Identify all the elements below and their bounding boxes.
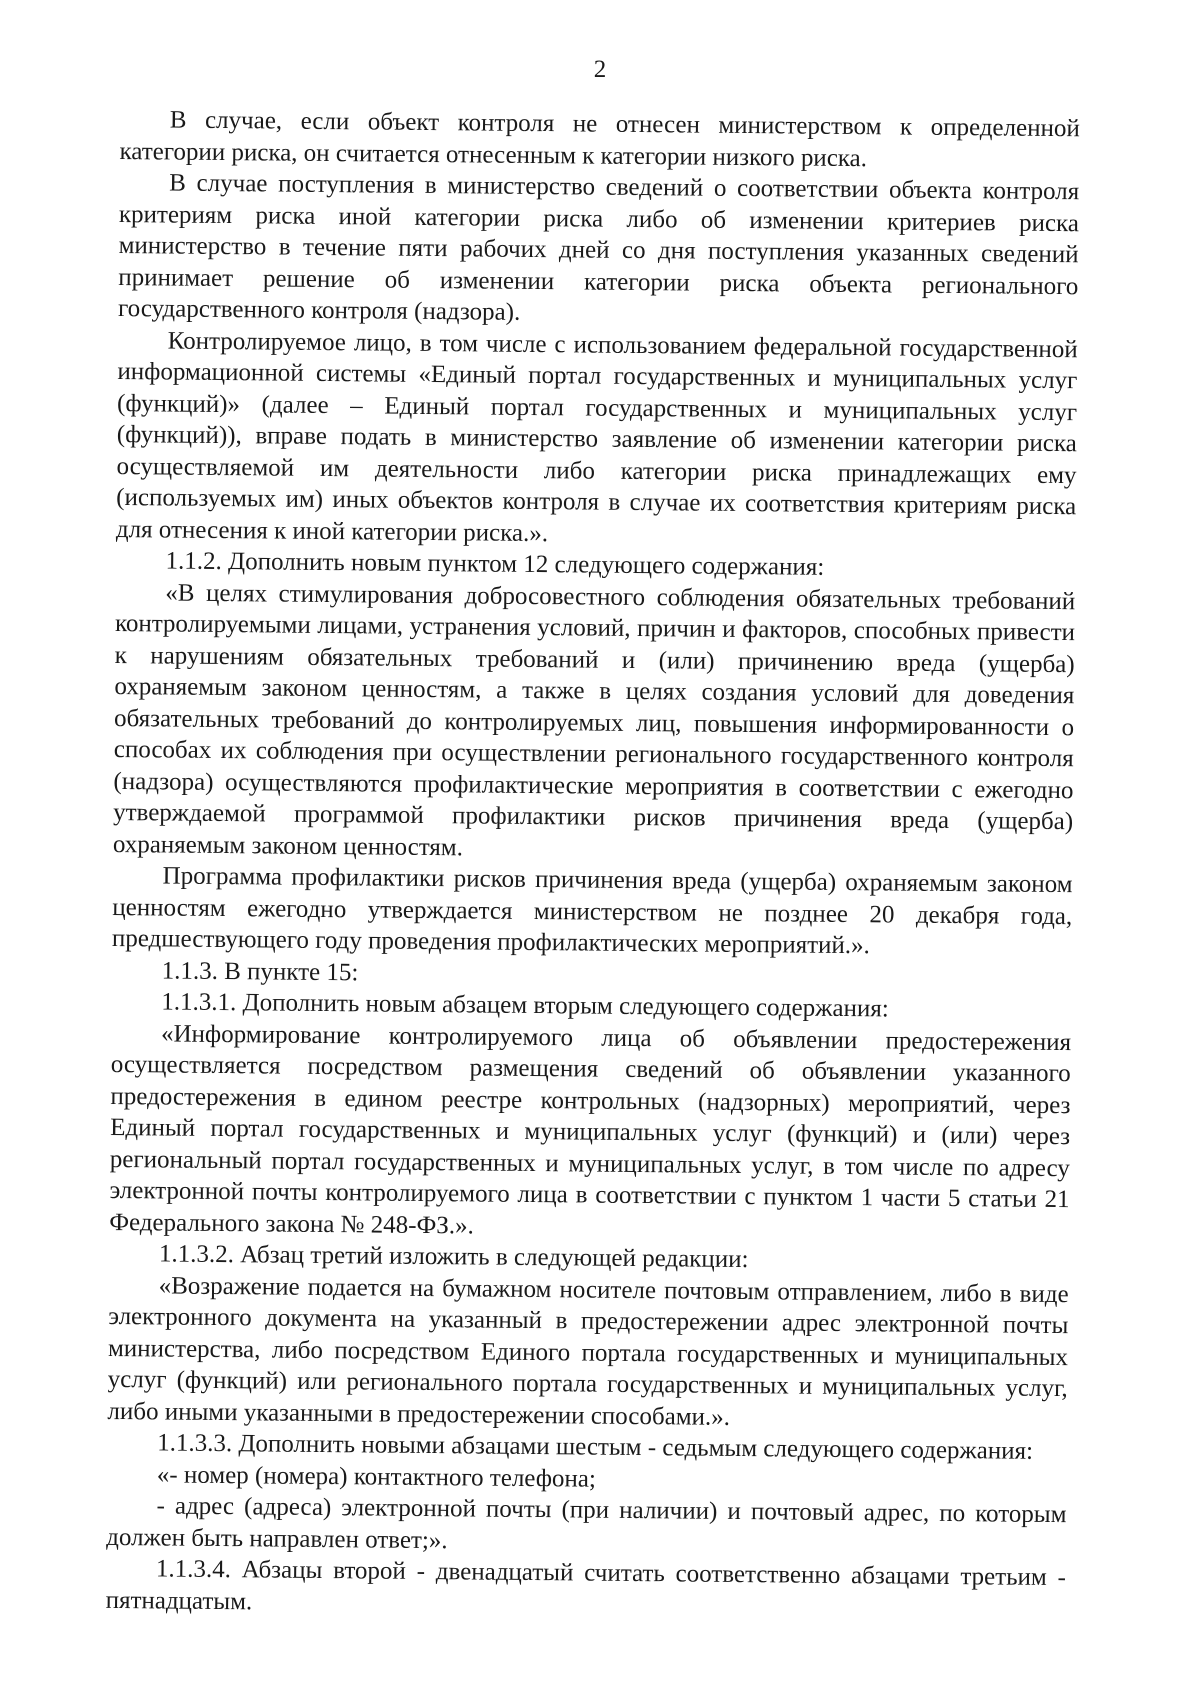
paragraph: 1.1.3.4. Абзацы второй - двенадцатый считать соответственно абзацами третьим - пятнадцатым. xyxy=(105,1555,1067,1615)
paragraph: 1.1.2. Дополнить новым пунктом 12 следующего содержания: xyxy=(165,547,825,581)
paragraph: 1.1.3.3. Дополнить новыми абзацами шестым - седьмым следующего содержания: xyxy=(157,1429,1034,1465)
paragraph: В случае поступления в министерство сведений о соответствии объекта контроля критериям риска иной категории риска либо об изменении критериев риска министерство в течение пяти рабочих дней со дня поступления указанных сведений принимает решение об изменении категории риска объекта регионального государственного контроля (надзора). xyxy=(117,169,1080,326)
document-body xyxy=(105,104,1079,1625)
paragraph: 1.1.3.2. Абзац третий изложить в следующей редакции: xyxy=(158,1240,749,1274)
paragraph: Контролируемое лицо, в том числе с использованием федеральной государственной информационной системы «Единый портал государственных и муниципальных услуг (функций)» (далее – Единый портал государственных и муниципальных услуг (функций)), вправе подать в министерство заявление об изменении категории риска осуществляемой им деятельности либо категории риска принадлежащих ему (используемых им) иных объектов контроля в случае их соответствия критериям риска для отнесения к иной категории риска.». xyxy=(115,326,1078,547)
paragraph: - адрес (адреса) электронной почты (при наличии) и почтовый адрес, по которым должен быть направлен ответ;». xyxy=(106,1492,1067,1554)
page-number: 2 xyxy=(593,56,607,83)
paragraph: Программа профилактики рисков причинения вреда (ущерба) охраняемым законом ценностям ежегодно утверждается министерством не позднее 20 декабря года, предшествующего году проведения профилактических мероприятий.». xyxy=(111,862,1073,960)
paragraph: «Информирование контролируемого лица об объявлении предостережения осуществляется посредством размещения сведений об объявлении указанного предостережения в едином реестре контрольных (надзорных) мероприятий, через Единый портал государственных и муниципальных услуг (функций) и (или) через региональный портал государственных и муниципальных услуг, в том числе по адресу электронной почты контролируемого лица в соответствии с пунктом 1 части 5 статьи 21 Федерального закона № 248-ФЗ.». xyxy=(109,1019,1072,1239)
paragraph: «Возражение подается на бумажном носителе почтовым отправлением, либо в виде электронного документа на указанный в предостережении адрес электронной почты министерства, либо посредством Единого портала государственных и муниципальных услуг (функций) или регионального портала государственных и муниципальных услуг, либо иными указанными в предостережении способами.». xyxy=(107,1271,1069,1431)
paragraph: 1.1.3. В пункте 15: xyxy=(161,956,359,986)
paragraph: В случае, если объект контроля не отнесен министерством к определенной категории риска, он считается отнесенным к категории низкого риска. xyxy=(119,106,1080,172)
paragraph: «В целях стимулирования добросовестного соблюдения обязательных требований контролируемыми лицами, устранения условий, причин и факторов, способных привести к нарушениям обязательных требований и (или) причинению вреда (ущерба) охраняемым законом ценностям, а также в целях создания условий для доведения обязательных требований до контролируемых лиц, повышения информированности о способах их соблюдения при осуществлении регионального государственного контроля (надзора) осуществляются профилактические мероприятия в соответствии с ежегодно утверждаемой программой профилактики рисков причинения вреда (ущерба) охраняемым законом ценностям. xyxy=(112,578,1076,861)
paragraph: «- номер (номера) контактного телефона; xyxy=(156,1460,597,1493)
paragraph: 1.1.3.1. Дополнить новым абзацем вторым следующего содержания: xyxy=(161,988,889,1023)
